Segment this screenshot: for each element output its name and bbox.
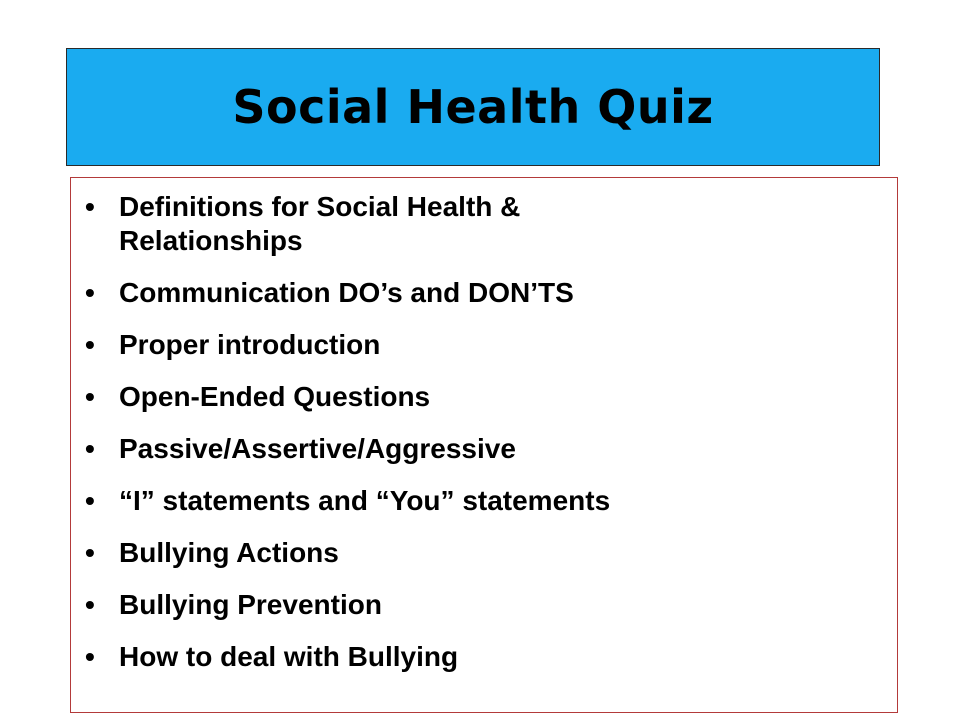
bullet-icon: • — [85, 641, 95, 672]
list-item — [71, 328, 679, 362]
bullet-icon: • — [85, 329, 95, 360]
list-item-text: Communication DO’s and DON’TS — [119, 277, 574, 308]
list-item-text: “I” statements and “You” statements — [119, 485, 611, 516]
list-item-text: Open-Ended Questions — [119, 381, 431, 412]
list-item — [71, 432, 679, 466]
bullet-icon: • — [85, 537, 95, 568]
list-item-text: Proper introduction — [119, 329, 381, 360]
bullet-icon: • — [85, 485, 95, 516]
list-item — [71, 536, 679, 570]
list-item-text: Definitions for Social Health & Relationships — [119, 191, 521, 256]
list-item-text: Passive/Assertive/Aggressive — [119, 433, 516, 464]
bullet-icon: • — [85, 589, 95, 620]
list-item — [71, 276, 679, 310]
list-item — [71, 190, 679, 258]
list-item-text: Bullying Prevention — [119, 589, 382, 620]
title-banner — [66, 48, 880, 166]
bullet-icon: • — [85, 277, 95, 308]
list-item-text: Bullying Actions — [119, 537, 339, 568]
bullet-list — [71, 190, 897, 692]
list-item — [71, 484, 679, 518]
bullet-icon: • — [85, 381, 95, 412]
bullet-icon: • — [85, 191, 95, 222]
list-item-text: How to deal with Bullying — [119, 641, 459, 672]
list-item — [71, 640, 679, 674]
slide-title: Social Health Quiz — [232, 80, 714, 134]
list-item — [71, 588, 679, 622]
list-item — [71, 380, 679, 414]
content-box — [70, 177, 898, 713]
bullet-icon: • — [85, 433, 95, 464]
